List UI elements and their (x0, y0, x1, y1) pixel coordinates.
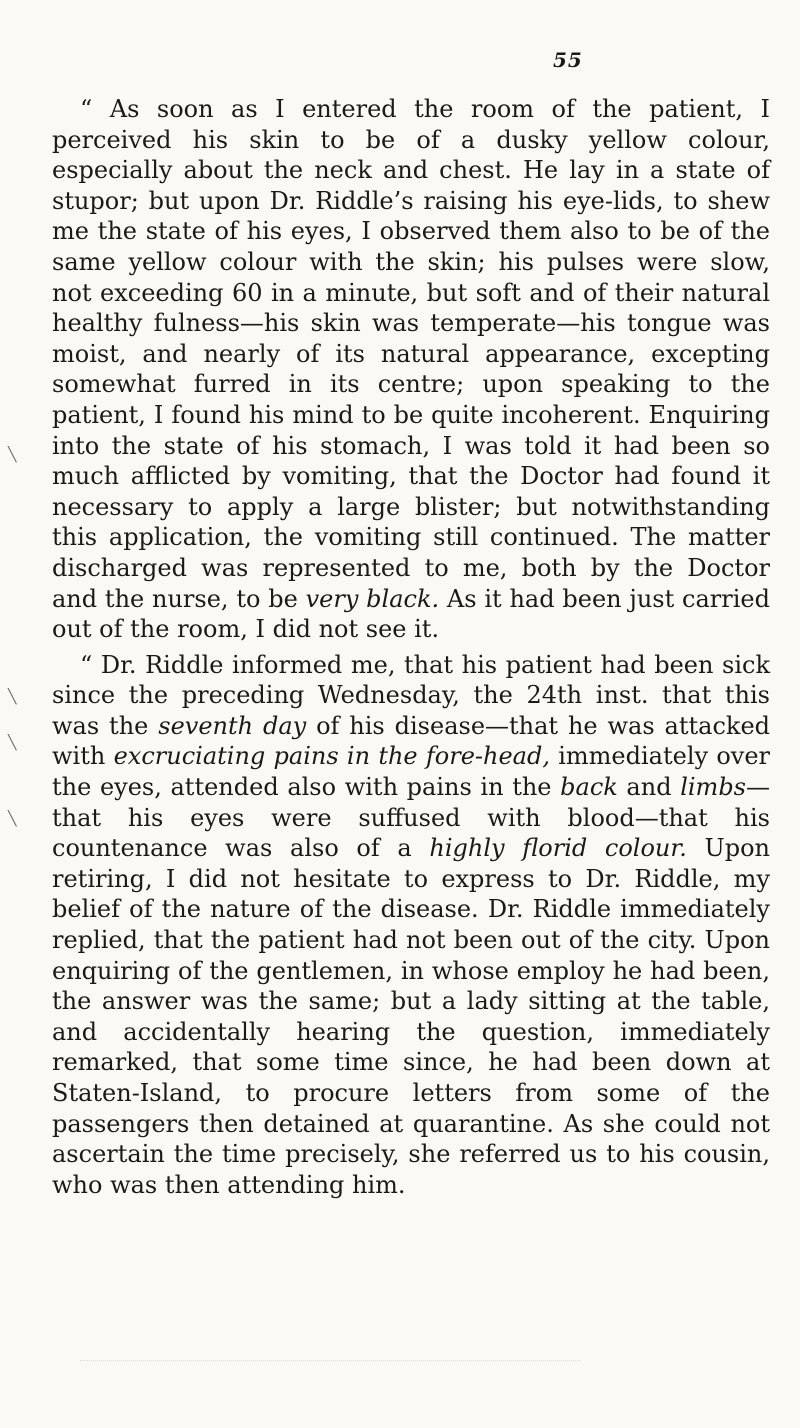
paragraph-2 (52, 650, 770, 1201)
margin-mark: ╲ (8, 447, 17, 463)
text-run: of his disease—that he was attacked with (52, 711, 771, 771)
text-run: As it had been just carried out of the room, I did not see it. (52, 584, 770, 644)
text-run: immediately over the eyes, attended also with pains in the (52, 742, 771, 802)
italic-run: excruciating pains in the fore-head, (113, 742, 550, 771)
body-text (52, 94, 770, 1200)
margin-mark: ╲ (8, 689, 17, 705)
text-run: and (617, 773, 681, 802)
text-run: —that his eyes were suffused with blood—that his countenance was also of a (52, 773, 770, 863)
text-run: Upon retiring, I did not hesitate to express to Dr. Riddle, my belief of the nature of the disease. Dr. Riddle immediately replied, that the patient had not been out of the city. Upon enquiring of the gentlemen, in whose employ he had been, the answer was the same; but a lady sitting at the table, and accidentally hearing the question, immediately remarked, that some time since, he had been down at Staten-Island, to procure letters from some of the passengers then detained at quarantine. As she could not ascertain the time precisely, she referred us to his cousin, who was then attending him. (52, 834, 770, 1199)
paragraph-1 (52, 94, 770, 645)
italic-run: seventh day (158, 711, 307, 740)
text-run: “ As soon as I entered the room of the patient, I perceived his skin to be of a dusky yellow colour, especially about the neck and chest. He lay in a state of stupor; but upon Dr. Riddle’s raising his eye-lids, to shew me the state of his eyes, I observed them also to be of the same yellow colour with the skin; his pulses were slow, not exceeding 60 in a minute, but soft and of their natural healthy fulness—his skin was temperate—his tongue was moist, and nearly of its natural appearance, excepting somewhat furred in its centre; upon speaking to the patient, I found his mind to be quite incoherent. Enquiring into the state of his stomach, I was told it had been so much afflicted by vomiting, that the Doctor had found it necessary to apply a large blister; but notwithstanding this application, the vomiting still continued. The matter discharged was represented to me, both by the Doctor and the nurse, to be (52, 95, 770, 613)
italic-run: highly florid colour. (429, 834, 687, 863)
italic-run: limbs (680, 773, 746, 802)
margin-mark: ╲ (8, 735, 17, 751)
text-run: “ Dr. Riddle informed me, that his patient had been sick since the preceding Wednesday, the 24th inst. that this was the (52, 650, 770, 740)
page-number: 55 (553, 48, 583, 72)
italic-run: very black. (305, 584, 440, 613)
faded-bleed-through (80, 1360, 580, 1373)
italic-run: back (560, 773, 618, 802)
margin-mark: ╲ (8, 811, 17, 827)
